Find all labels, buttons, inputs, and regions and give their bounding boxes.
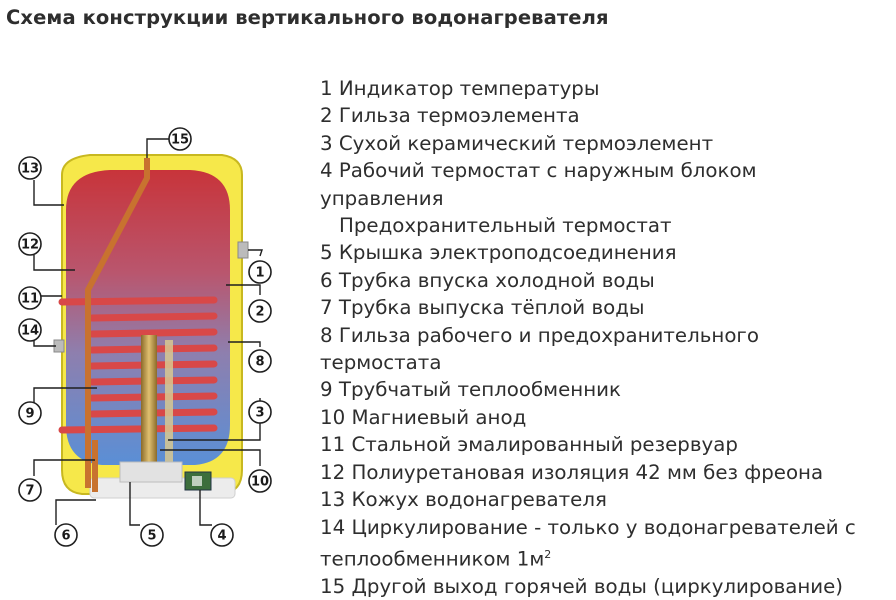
legend-item: 3 Сухой керамический термоэлемент (320, 131, 714, 155)
anode (141, 335, 157, 470)
callout-1 (249, 261, 271, 283)
callout-label: 9 (25, 406, 35, 422)
callout-label: 12 (20, 237, 40, 253)
legend-item-text: теплообменником 1м (320, 547, 545, 571)
legend-item: 12 Полиуретановая изоляция 42 мм без фреона (320, 460, 824, 484)
callout-14 (19, 319, 41, 341)
legend-item: 2 Гильза термоэлемента (320, 104, 580, 128)
cold-water-pipe (92, 440, 98, 492)
callout-8 (249, 350, 271, 372)
legend-item: 13 Кожух водонагревателя (320, 488, 607, 512)
legend-item: 14 Циркулирование - только у водонагревателей с (320, 515, 856, 539)
callout-12 (19, 233, 41, 255)
callout-label: 2 (255, 304, 265, 320)
water-heater-diagram (0, 0, 300, 598)
legend (320, 75, 892, 600)
electrical-cover (120, 462, 182, 482)
callout-label: 5 (147, 528, 157, 544)
legend-item: 5 Крышка электроподсоединения (320, 241, 677, 265)
legend-item: термостата (320, 351, 442, 375)
legend-item: 15 Другой выход горячей воды (циркулирование) (320, 574, 844, 598)
page-title: Схема конструкции вертикального водонагревателя (6, 6, 609, 29)
legend-item: 4 Рабочий термостат с наружным блоком (320, 159, 757, 183)
callout-label: 11 (20, 291, 40, 307)
callout-label: 8 (255, 354, 265, 370)
legend-item: 10 Магниевый анод (320, 405, 527, 429)
callout-label: 15 (170, 132, 190, 148)
legend-item: 6 Трубка впуска холодной воды (320, 268, 655, 292)
legend-item: 1 Индикатор температуры (320, 77, 600, 100)
callout-label: 4 (217, 528, 227, 544)
legend-item: Предохранительный термостат (339, 214, 672, 238)
legend-item: 11 Стальной эмалированный резервуар (320, 433, 738, 457)
temperature-indicator (238, 242, 248, 258)
legend-item: управления (320, 186, 444, 210)
legend-item (320, 541, 892, 573)
thermostat-sleeve (165, 340, 173, 468)
callout-6 (55, 524, 77, 546)
callout-label: 14 (20, 323, 40, 339)
legend-item: 7 Трубка выпуска тёплой воды (320, 296, 645, 320)
callout-label: 13 (20, 161, 40, 177)
callout-label: 6 (61, 528, 71, 544)
callout-11 (19, 287, 41, 309)
callout-label: 10 (250, 474, 270, 490)
callout-10 (249, 470, 271, 492)
callout-15 (169, 128, 191, 150)
callout-13 (19, 157, 41, 179)
callout-9 (19, 402, 41, 424)
legend-item: 8 Гильза рабочего и предохранительного (320, 323, 759, 347)
callout-7 (19, 479, 41, 501)
callout-label: 3 (255, 405, 265, 421)
callout-5 (141, 524, 163, 546)
callout-label: 1 (255, 265, 265, 281)
callout-4 (211, 524, 233, 546)
callout-label: 7 (25, 483, 35, 499)
callout-3 (249, 401, 271, 423)
superscript: 2 (544, 547, 552, 561)
legend-item: 9 Трубчатый теплообменник (320, 378, 621, 402)
callout-2 (249, 300, 271, 322)
